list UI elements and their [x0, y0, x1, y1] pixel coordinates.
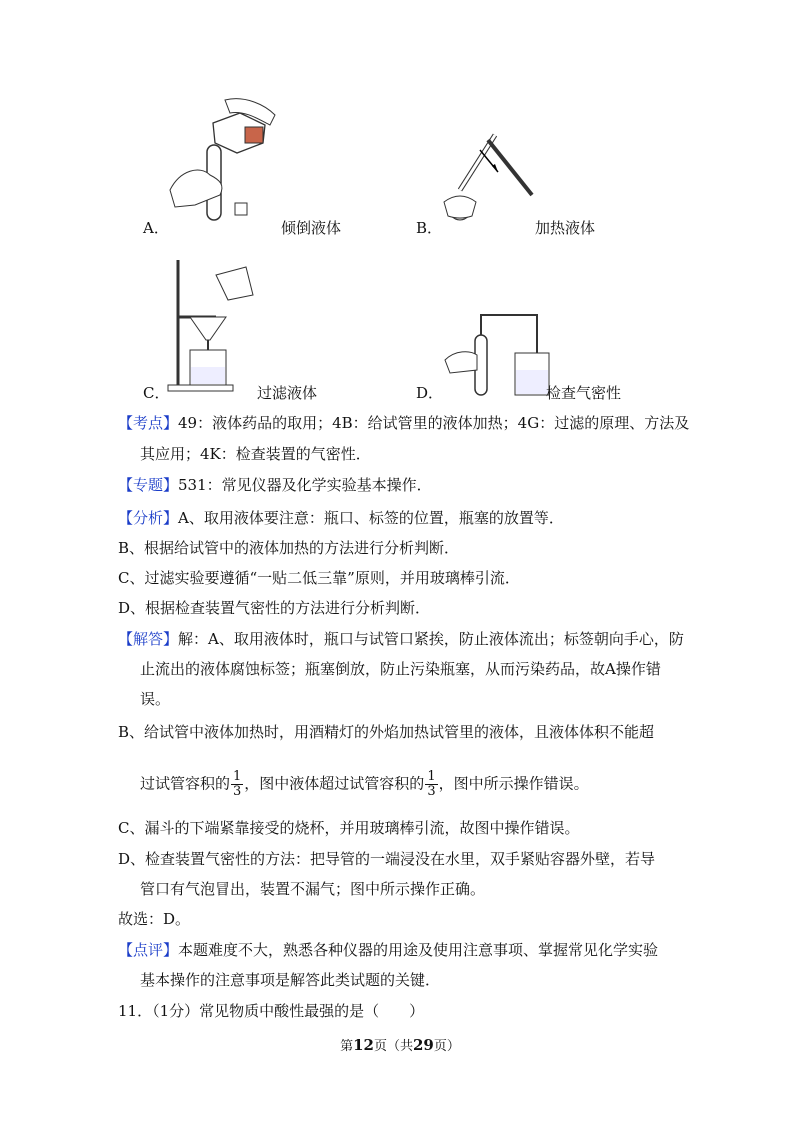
kaodian-text: 49：液体药品的取用；4B：给试管里的液体加热；4G：过滤的原理、方法及 [178, 414, 690, 432]
fenxi-text: A、取用液体要注意：瓶口、标签的位置，瓶塞的放置等． [178, 509, 564, 527]
jieda-b1: B、给试管中液体加热时，用酒精灯的外焰加热试管里的液体，且液体体积不能超 [118, 723, 655, 741]
zhuanti-tag: 【专题】 [118, 476, 179, 494]
option-a-letter: A． [143, 219, 169, 237]
question-11: 11．（1分）常见物质中酸性最强的是（ ） [118, 1002, 425, 1020]
dianping-tag: 【点评】 [118, 941, 179, 959]
jieda-d2: 管口有气泡冒出，装置不漏气；图中所示操作正确。 [140, 880, 486, 898]
option-d-caption: 检查气密性 [546, 384, 622, 402]
page-total: 29 [413, 1036, 434, 1054]
option-c-caption: 过滤液体 [257, 384, 318, 402]
option-c-letter: C． [143, 384, 170, 402]
fraction-one-third-2: $\frac{1}{3}$ [427, 769, 436, 799]
jieda-b2a: 过试管容积的 [140, 774, 231, 793]
jieda-c1: C、漏斗的下端紧靠接受的烧杯，并用玻璃棒引流，故图中操作错误。 [118, 819, 580, 837]
dianping-line-1 [118, 939, 658, 961]
fenxi-line [118, 507, 564, 529]
jieda-tag: 【解答】 [118, 630, 179, 648]
jieda-answer: 故选：D。 [118, 910, 191, 928]
figure-heat-liquid [440, 120, 540, 230]
figure-airtightness [445, 305, 555, 400]
jieda-d1: D、检查装置气密性的方法：把导管的一端浸没在水里，双手紧贴容器外壁，若导 [118, 850, 656, 868]
option-b-letter: B． [416, 219, 443, 237]
page-number: 12 [353, 1036, 374, 1054]
kaodian-line-2: 其应用；4K：检查装置的气密性． [140, 445, 371, 463]
option-d-letter: D． [416, 384, 444, 402]
kaodian-tag: 【考点】 [118, 414, 179, 432]
zhuanti-line [118, 474, 432, 496]
fenxi-tag: 【分析】 [118, 509, 179, 527]
option-b-caption: 加热液体 [535, 219, 596, 237]
jieda-b2c: ，图中所示操作错误。 [438, 774, 589, 793]
jieda-a2: 止流出的液体腐蚀标签；瓶塞倒放，防止污染瓶塞，从而污染药品，故A操作错 [140, 660, 661, 678]
jieda-a1: 解：A、取用液体时，瓶口与试管口紧挨，防止液体流出；标签朝向手心，防 [178, 630, 684, 648]
fenxi-b: B、根据给试管中的液体加热的方法进行分析判断． [118, 539, 460, 557]
jieda-line-1 [118, 628, 684, 650]
jieda-a3: 误。 [140, 690, 171, 708]
fenxi-d: D、根据检查装置气密性的方法进行分析判断． [118, 599, 431, 617]
jieda-b2b: ，图中液体超过试管容积的 [244, 774, 425, 793]
option-a-caption: 倾倒液体 [281, 219, 342, 237]
dianping-line-2: 基本操作的注意事项是解答此类试题的关键． [140, 971, 441, 989]
figure-pour-liquid [165, 95, 280, 225]
fenxi-c: C、过滤实验要遵循“一贴二低三靠”原则，并用玻璃棒引流． [118, 569, 520, 587]
zhuanti-text: 531：常见仪器及化学实验基本操作． [178, 476, 432, 494]
kaodian-line-1 [118, 412, 689, 434]
figure-filtration [168, 255, 258, 395]
page-footer: 第12页（共29页） [340, 1036, 460, 1054]
fraction-one-third: $\frac{1}{3}$ [233, 769, 242, 799]
dianping-text: 本题难度不大，熟悉各种仪器的用途及使用注意事项、掌握常见化学实验 [178, 941, 659, 959]
jieda-b2 [140, 770, 589, 799]
